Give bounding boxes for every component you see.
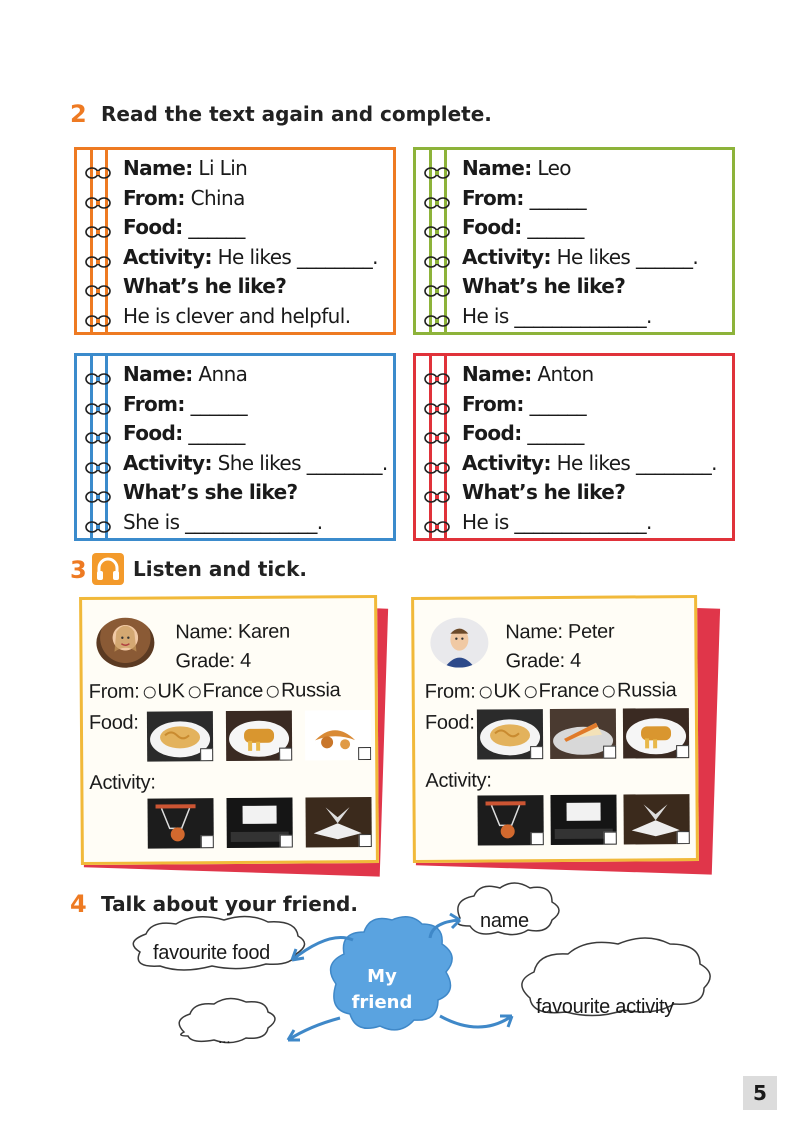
ring-icon: [83, 394, 113, 424]
ring-icon: [83, 453, 113, 483]
section-title: Listen and tick.: [133, 557, 308, 581]
spiral-binding: [422, 158, 452, 335]
from-row: From: UK France Russia: [424, 679, 677, 703]
activity-photo-cinema: [226, 798, 292, 848]
card-line: Activity: She likes ________.: [123, 450, 388, 475]
spiral-binding: [83, 158, 113, 335]
ring-icon: [422, 364, 452, 394]
card-line: He is clever and helpful.: [123, 303, 351, 328]
page-number: 5: [743, 1076, 777, 1110]
ring-icon: [83, 247, 113, 277]
ring-icon: [83, 423, 113, 453]
card-line: Name: Leo: [462, 156, 571, 180]
radio-uk[interactable]: [479, 686, 491, 698]
bubble-more: ...: [218, 1030, 231, 1047]
bubble-favourite-activity: favourite activity: [536, 996, 674, 1018]
spiral-binding: [83, 364, 113, 541]
radio-russia[interactable]: [267, 685, 279, 697]
section-title: Talk about your friend.: [101, 892, 358, 916]
food-photo-pasta: [147, 711, 213, 761]
tick-box[interactable]: [200, 748, 213, 761]
center-label: My friend: [351, 966, 413, 1013]
ring-icon: [422, 482, 452, 512]
listen-card-karen: [79, 595, 379, 865]
tick-box[interactable]: [359, 834, 372, 847]
card-line: Activity: He likes ________.: [462, 450, 717, 475]
ring-icon: [422, 394, 452, 424]
avatar: [96, 618, 154, 668]
food-label: Food:: [88, 711, 139, 734]
ring-icon: [422, 247, 452, 277]
spiral-binding: [422, 364, 452, 541]
card-line: From: ______: [462, 391, 586, 416]
ring-icon: [422, 158, 452, 188]
ring-icon: [422, 453, 452, 483]
ring-icon: [83, 306, 113, 336]
profile-card-anna: [74, 353, 396, 541]
section-number: 2: [70, 100, 87, 128]
profile-card-anton: [413, 353, 735, 541]
card-line: What’s he like?: [462, 480, 626, 504]
card-line: Food: ______: [123, 421, 245, 445]
section-number: 3: [70, 556, 87, 584]
ring-icon: [83, 217, 113, 247]
ring-icon: [422, 306, 452, 336]
card-line: From: ______: [123, 391, 247, 416]
bubble-favourite-food: favourite food: [153, 942, 270, 964]
activity-label: Activity:: [89, 771, 156, 794]
activity-label: Activity:: [425, 769, 492, 792]
activity-photo-basketball: [477, 795, 543, 845]
ring-icon: [422, 217, 452, 247]
radio-uk[interactable]: [143, 686, 155, 698]
card-line: Activity: He likes ________.: [123, 244, 378, 269]
card-line: Food: ______: [462, 215, 584, 239]
avatar: [430, 617, 488, 667]
ring-icon: [83, 276, 113, 306]
grade-label: Grade: 4: [175, 649, 252, 673]
card-line: From: ______: [462, 185, 586, 210]
from-row: From: UK France Russia: [88, 679, 341, 703]
ring-icon: [83, 482, 113, 512]
ring-icon: [422, 276, 452, 306]
tick-box[interactable]: [604, 832, 617, 845]
card-line: She is ______________.: [123, 509, 323, 534]
card-line: Name: Anton: [462, 362, 594, 386]
card-line: Food: ______: [123, 215, 245, 239]
food-photo-cake: [550, 709, 616, 759]
ring-icon: [422, 188, 452, 218]
radio-france[interactable]: [189, 686, 201, 698]
ring-icon: [83, 188, 113, 218]
tick-box[interactable]: [677, 831, 690, 844]
food-label: Food:: [424, 711, 475, 734]
profile-card-leo: [413, 147, 735, 335]
headphones-icon: [92, 553, 124, 585]
card-line: From: China: [123, 185, 245, 210]
food-photo-pasta: [477, 709, 543, 759]
tick-box[interactable]: [201, 835, 214, 848]
card-line: What’s he like?: [462, 274, 626, 298]
card-line: He is ______________.: [462, 303, 652, 328]
bubble-name: name: [480, 910, 529, 932]
ring-icon: [83, 158, 113, 188]
listen-card-peter: [411, 595, 699, 863]
food-photo-fish-and-chips: [226, 711, 292, 761]
activity-photo-book: [305, 797, 371, 847]
profile-card-li-lin: [74, 147, 396, 335]
tick-box[interactable]: [676, 745, 689, 758]
card-line: Name: Anna: [123, 362, 248, 386]
ring-icon: [422, 512, 452, 542]
card-line: What’s she like?: [123, 480, 298, 504]
activity-photo-book: [623, 794, 689, 844]
card-line: He is ______________.: [462, 509, 652, 534]
food-photo-fish-and-chips: [623, 708, 689, 758]
food-photo-croissant: [305, 710, 371, 760]
card-line: Activity: He likes ______.: [462, 244, 699, 269]
name-label: Name: Karen: [175, 620, 290, 644]
section-title: Read the text again and complete.: [101, 102, 492, 126]
section-number: 4: [70, 890, 87, 918]
tick-box[interactable]: [603, 746, 616, 759]
card-line: Name: Li Lin: [123, 156, 248, 180]
tick-box[interactable]: [358, 747, 371, 760]
card-line: What’s he like?: [123, 274, 287, 298]
radio-russia[interactable]: [603, 685, 615, 697]
ring-icon: [83, 364, 113, 394]
card-line: Food: ______: [462, 421, 584, 445]
activity-photo-basketball: [147, 798, 213, 848]
name-label: Name: Peter: [505, 620, 615, 644]
radio-france[interactable]: [525, 686, 537, 698]
tick-box[interactable]: [279, 748, 292, 761]
tick-box[interactable]: [530, 746, 543, 759]
tick-box[interactable]: [531, 832, 544, 845]
tick-box[interactable]: [280, 835, 293, 848]
grade-label: Grade: 4: [505, 649, 582, 673]
ring-icon: [422, 423, 452, 453]
ring-icon: [83, 512, 113, 542]
activity-photo-cinema: [550, 795, 616, 845]
